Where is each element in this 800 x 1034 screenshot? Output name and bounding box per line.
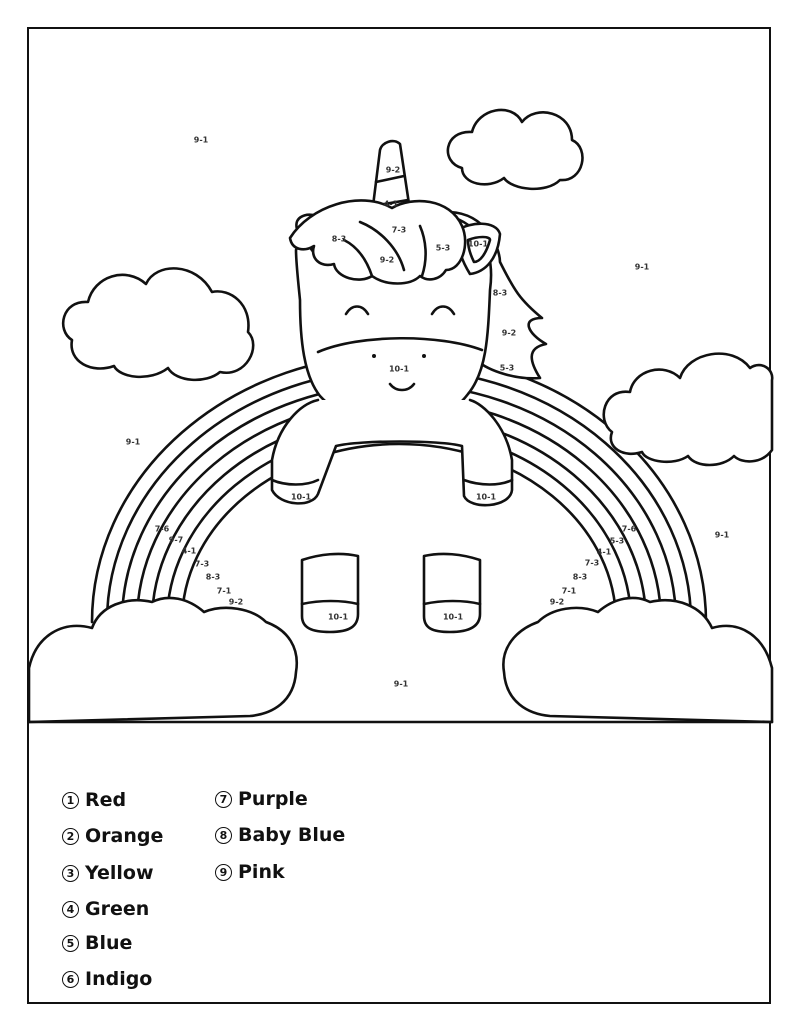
legend-item xyxy=(215,861,285,883)
region-label: 9-1 xyxy=(634,262,650,272)
legend-color-name: Baby Blue xyxy=(238,824,346,846)
legend-item xyxy=(62,932,132,954)
cloud-top-right xyxy=(448,110,583,189)
region-label: 8-3 xyxy=(492,288,508,298)
region-label: 7-1 xyxy=(216,586,232,596)
region-label: 7-6 xyxy=(621,524,637,534)
legend-color-name: Purple xyxy=(238,788,308,810)
region-label: 9-1 xyxy=(193,135,209,145)
legend-number: 3 xyxy=(62,865,79,882)
legend-number: 5 xyxy=(62,935,79,952)
region-label: 7-1 xyxy=(561,586,577,596)
region-label: 7-6 xyxy=(154,524,170,534)
region-label: 8-3 xyxy=(572,572,588,582)
cloud-bottom-left xyxy=(29,598,297,722)
region-label: 4-1 xyxy=(596,547,612,557)
region-label: 9-1 xyxy=(393,679,409,689)
legend-number: 9 xyxy=(215,864,232,881)
legend-item xyxy=(215,824,345,846)
region-label: 9-2 xyxy=(501,328,517,338)
region-label: 9-1 xyxy=(714,530,730,540)
region-label: 9-2 xyxy=(228,597,244,607)
legend-number: 1 xyxy=(62,792,79,809)
region-label: 7-3 xyxy=(194,559,210,569)
legend-number: 7 xyxy=(215,791,232,808)
legend-color-name: Blue xyxy=(85,932,133,954)
legend-item xyxy=(215,788,308,810)
legend-number: 4 xyxy=(62,901,79,918)
region-label: 7-3 xyxy=(391,225,407,235)
cloud-right xyxy=(604,354,772,465)
region-label: 10-1 xyxy=(290,492,312,502)
legend-number: 8 xyxy=(215,827,232,844)
legend-color-name: Green xyxy=(85,898,150,920)
region-label: 9-7 xyxy=(168,535,184,545)
region-label: 4-1 xyxy=(181,546,197,556)
region-label: 10-1 xyxy=(388,364,410,374)
region-label: 4-1 xyxy=(383,199,399,209)
region-label: 5-3 xyxy=(609,536,625,546)
region-label: 9-2 xyxy=(549,597,565,607)
region-label: 9-1 xyxy=(125,437,141,447)
legend-item xyxy=(62,825,163,847)
region-label: 10-1 xyxy=(467,239,489,249)
legend-number: 6 xyxy=(62,971,79,988)
legend-color-name: Pink xyxy=(238,861,285,883)
region-label: 10-1 xyxy=(475,492,497,502)
region-label: 8-3 xyxy=(205,572,221,582)
legend-item xyxy=(62,862,154,884)
legend-item xyxy=(62,968,152,990)
cloud-bottom-right xyxy=(503,598,772,722)
legend-item xyxy=(62,789,126,811)
legend-color-name: Red xyxy=(85,789,127,811)
region-label: 5-3 xyxy=(435,243,451,253)
legend-color-name: Indigo xyxy=(85,968,153,990)
region-label: 9-2 xyxy=(379,255,395,265)
legend-item xyxy=(62,898,149,920)
region-label: 10-1 xyxy=(442,612,464,622)
region-label: 9-2 xyxy=(385,165,401,175)
legend-number: 2 xyxy=(62,828,79,845)
region-label: 5-3 xyxy=(499,363,515,373)
region-label: 8-3 xyxy=(331,234,347,244)
legend-color-name: Orange xyxy=(85,825,164,847)
cloud-left xyxy=(63,268,253,379)
unicorn-body xyxy=(272,400,512,505)
region-label: 10-1 xyxy=(327,612,349,622)
region-label: 7-3 xyxy=(584,558,600,568)
legend-color-name: Yellow xyxy=(85,862,154,884)
